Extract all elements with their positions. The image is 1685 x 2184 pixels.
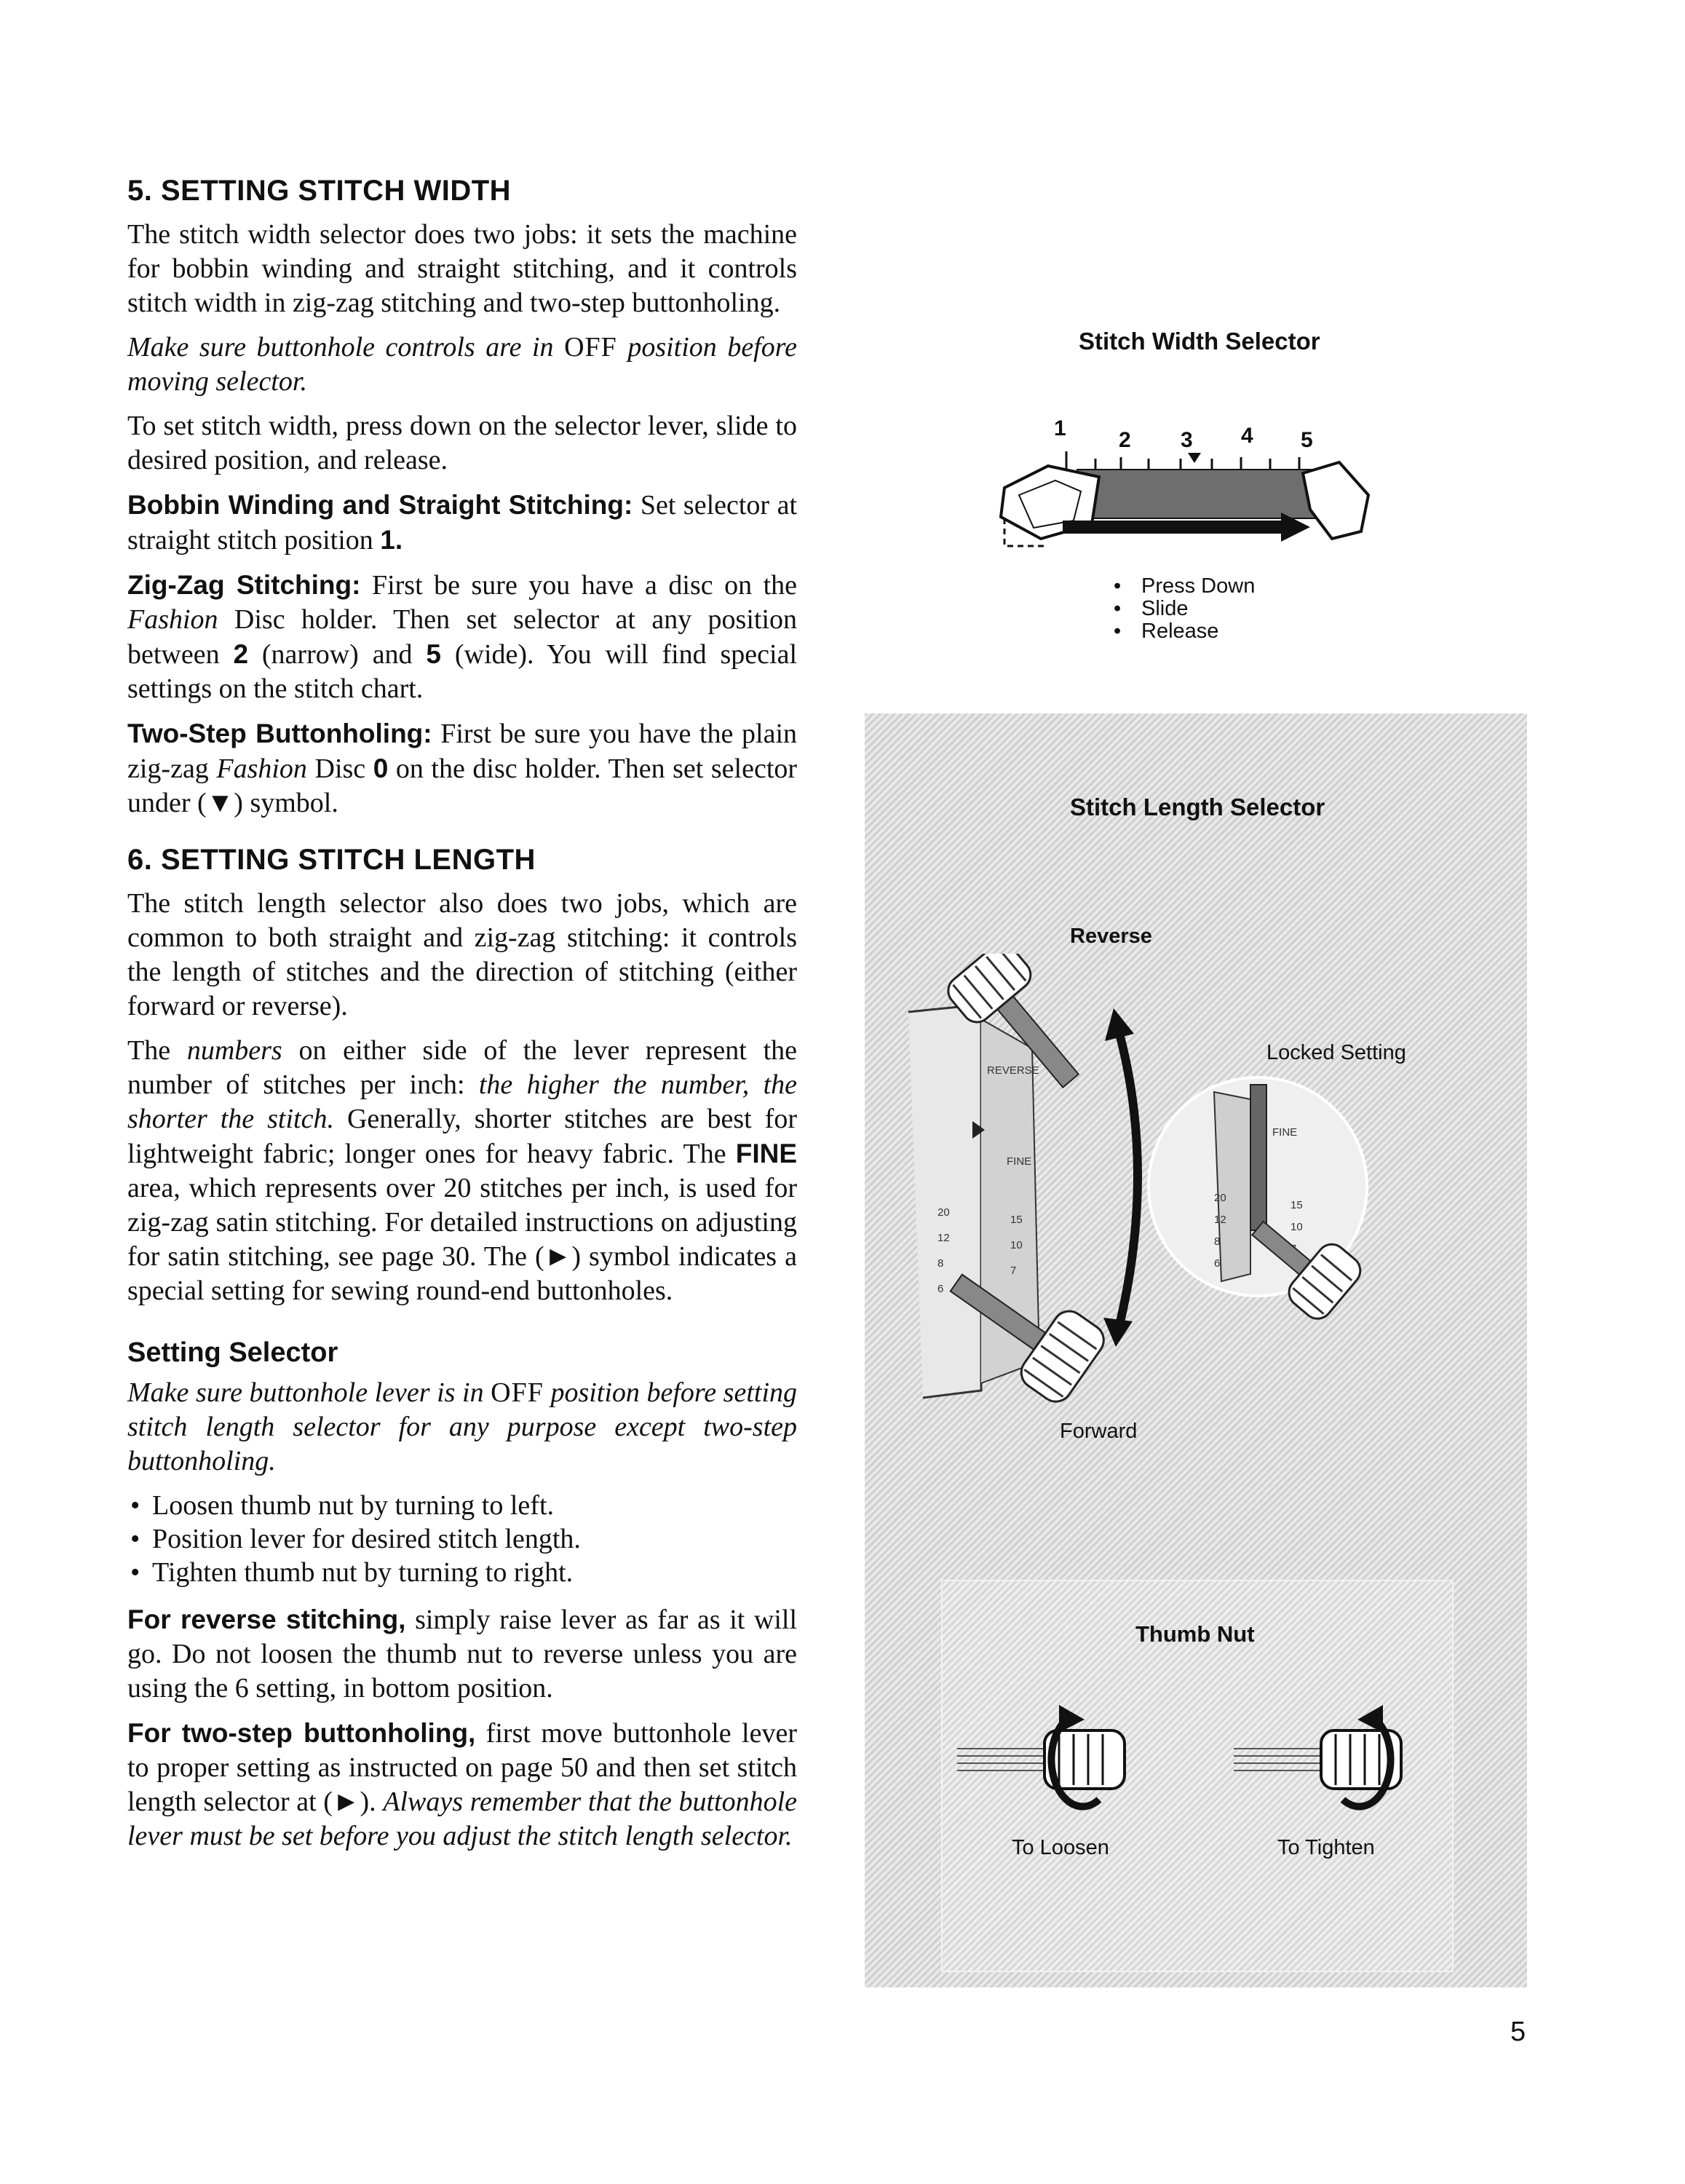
width-selector-steps <box>1114 575 1255 643</box>
scale-right-7: 7 <box>1010 1265 1017 1277</box>
locked-setting-label: Locked Setting <box>1266 1041 1406 1064</box>
section-6-heading: 6. SETTING STITCH LENGTH <box>127 844 536 876</box>
width-position-3: 3 <box>1181 428 1193 452</box>
inset-scale-left-8: 8 <box>1214 1235 1221 1248</box>
two-step-length-label: For two-step buttonholing, <box>127 1718 476 1748</box>
lever-reverse-mark: REVERSE <box>987 1064 1039 1077</box>
scale-left-8: 8 <box>937 1257 944 1270</box>
inset-scale-left-6: 6 <box>1214 1257 1221 1270</box>
to-loosen-label: To Loosen <box>1012 1836 1109 1859</box>
stitch-width-selector-illustration <box>990 437 1397 561</box>
forward-label: Forward <box>1060 1420 1138 1443</box>
list-item: • Slide <box>1114 597 1189 620</box>
list-item: • Press Down <box>1114 574 1256 598</box>
inset-scale-right-15: 15 <box>1290 1199 1303 1211</box>
width-position-1: 1 <box>1054 416 1066 440</box>
list-item: • Release <box>1114 620 1219 643</box>
zigzag-paragraph: Zig-Zag Stitching: First be sure you have a disc on the Fashion Disc holder. Then set selector at any position between 2 (narrow) and 5 (wide). You will find special settings on the stitch chart. <box>127 570 798 704</box>
thumb-nut-illustration <box>957 1690 1438 1836</box>
scale-right-15: 15 <box>1010 1214 1023 1226</box>
scale-left-20: 20 <box>937 1206 950 1219</box>
loosen-nut-icon <box>957 1705 1125 1807</box>
list-item: • Loosen thumb nut by turning to left. <box>130 1490 555 1521</box>
two-step-label: Two-Step Buttonholing: <box>127 719 432 748</box>
setting-selector-note: Make sure buttonhole lever is in OFF position before setting stitch length selector for any purpose except two-step buttonholing. <box>127 1377 798 1476</box>
section-6-numbers-paragraph: The numbers on either side of the lever represent the number of stitches per inch: the higher the number, the shorter the stitch. Generally, shorter stitches are best for lightweight fabric; longer ones for heavy fabric. The FINE area, which represents over 20 stitches per inch, is used for zig-zag satin stitching. For detailed instructions on adjusting for satin stitching, see page 30. The (►) symbol indicates a special setting for sewing round-end buttonholes. <box>127 1035 798 1306</box>
stitch-length-selector-title: Stitch Length Selector <box>1070 794 1325 820</box>
inset-scale-left-12: 12 <box>1214 1214 1226 1226</box>
list-item: • Tighten thumb nut by turning to right. <box>130 1557 574 1588</box>
width-position-5: 5 <box>1301 428 1313 452</box>
lever-fine-mark: FINE <box>1007 1155 1032 1168</box>
inset-scale-left-20: 20 <box>1214 1192 1226 1204</box>
list-item: • Position lever for desired stitch length. <box>130 1524 581 1554</box>
width-position-4: 4 <box>1241 424 1253 448</box>
thumb-nut-title: Thumb Nut <box>1135 1621 1255 1647</box>
bobbin-winding-paragraph: Bobbin Winding and Straight Stitching: Set selector at straight stitch position 1. <box>127 490 798 555</box>
text-column <box>127 175 797 1864</box>
bobbin-winding-label: Bobbin Winding and Straight Stitching: <box>127 490 633 520</box>
inset-scale-right-10: 10 <box>1290 1221 1303 1233</box>
to-tighten-label: To Tighten <box>1277 1836 1375 1859</box>
setting-selector-heading: Setting Selector <box>127 1337 338 1368</box>
section-5-instructions: To set stitch width, press down on the selector lever, slide to desired position, and release. <box>127 411 797 475</box>
scale-right-10: 10 <box>1010 1239 1023 1251</box>
two-step-buttonholing-length-paragraph: For two-step buttonholing, first move buttonhole lever to proper setting as instructed on page 50 and then set stitch length selector at (►). Always remember that the buttonhole lever must be set before you adjust the stitch length selector. <box>127 1718 798 1851</box>
setting-selector-steps <box>127 1489 797 1589</box>
section-5-intro: The stitch width selector does two jobs: it sets the machine for bobbin winding and straight stitching, and it controls stitch width in zig-zag stitching and two-step buttonholing. <box>127 219 797 318</box>
width-position-2: 2 <box>1119 428 1131 452</box>
stitch-length-lever-illustration <box>908 954 1505 1420</box>
scale-left-12: 12 <box>937 1232 950 1244</box>
thumb-nut-inset <box>941 1580 1454 1972</box>
stitch-length-selector-panel <box>865 713 1527 1987</box>
section-5-note: Make sure buttonhole controls are in OFF position before moving selector. <box>127 332 797 397</box>
tighten-nut-icon <box>1234 1705 1401 1807</box>
reverse-label: Reverse <box>1070 925 1152 948</box>
section-6-intro: The stitch length selector also does two jobs, which are common to both straight and zig-zag stitching: it controls the length of stitches and the direction of stitching (either forward or reverse). <box>127 888 797 1021</box>
two-step-buttonholing-paragraph: Two-Step Buttonholing: First be sure you have the plain zig-zag Fashion Disc 0 on the disc holder. Then set selector under (▼) symbol. <box>127 719 798 818</box>
reverse-stitching-label: For reverse stitching, <box>127 1605 406 1634</box>
scale-left-6: 6 <box>937 1283 944 1295</box>
section-5-heading: 5. SETTING STITCH WIDTH <box>127 175 512 207</box>
page-number: 5 <box>1510 2017 1526 2047</box>
stitch-width-selector-title: Stitch Width Selector <box>1079 328 1320 355</box>
inset-fine-mark: FINE <box>1272 1126 1298 1139</box>
reverse-stitching-paragraph: For reverse stitching, simply raise lever as far as it will go. Do not loosen the thumb nut to reverse unless you are using the 6 setting, in bottom position. <box>127 1605 798 1704</box>
zigzag-label: Zig-Zag Stitching: <box>127 570 361 600</box>
